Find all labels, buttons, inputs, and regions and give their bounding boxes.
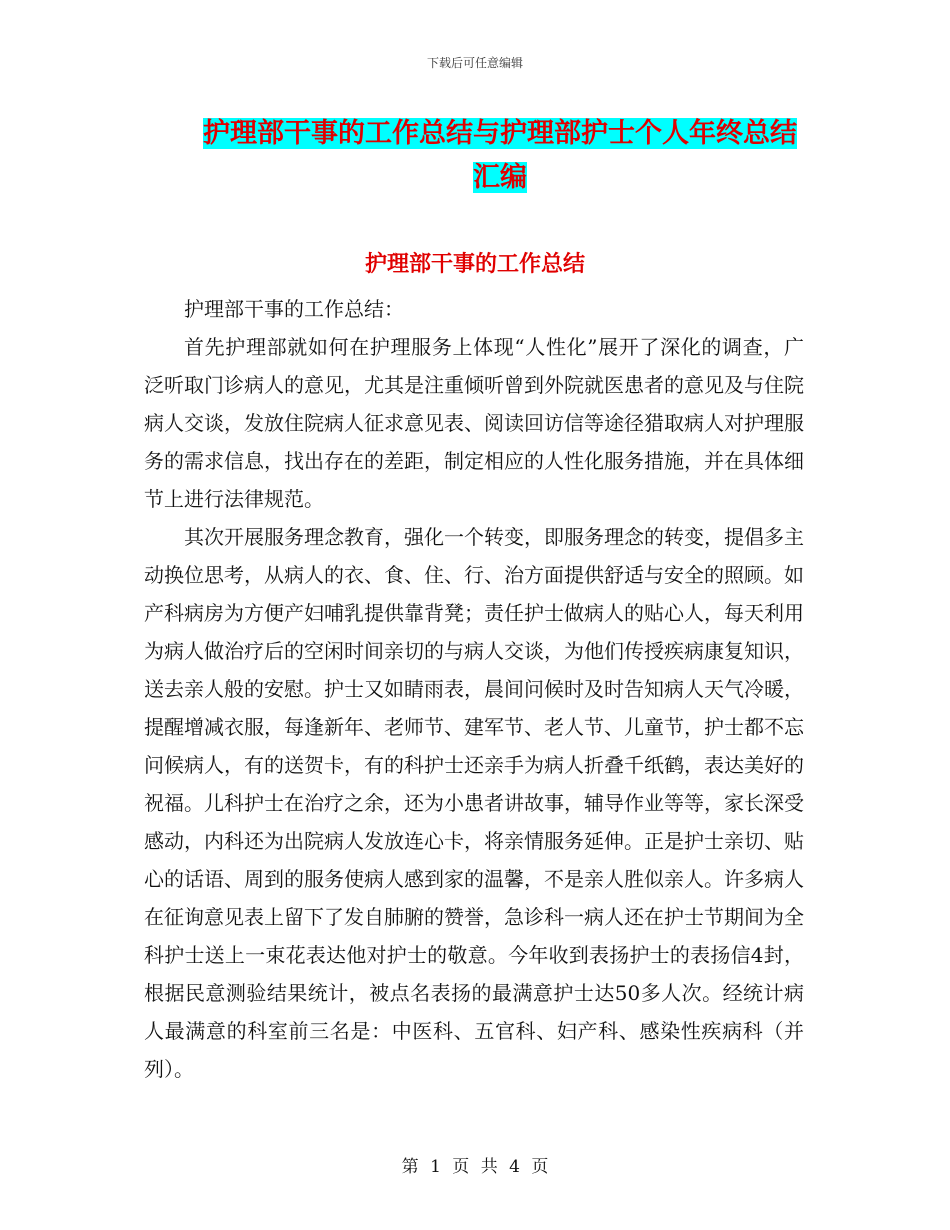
paragraph: 其次开展服务理念教育，强化一个转变，即服务理念的转变，提倡多主动换位思考，从病人的衣、食、住、行、治方面提供舒适与安全的照顾。如产科病房为方便产妇哺乳提供靠背凳；责任护士做病人的贴心人，每天利用为病人做治疗后的空闲时间亲切的与病人交谈，为他们传授疾病康复知识，送去亲人般的安慰。护士又如睛雨表，晨间问候时及时告知病人天气冷暖，提醒增减衣服，每逢新年、老师节、建军节、老人节、儿童节，护士都不忘问候病人，有的送贺卡，有的科护士还亲手为病人折叠千纸鹤，表达美好的祝福。儿科护士在治疗之余，还为小患者讲故事，辅导作业等等，家长深受感动，内科还为出院病人发放连心卡，将亲情服务延伸。正是护士亲切、贴心的话语、周到的服务使病人感到家的温馨，不是亲人胜似亲人。许多病人在征询意见表上留下了发自肺腑的赞誉，急诊科一病人还在护士节期间为全科护士送上一束花表达他对护士的敬意。今年收到表扬护士的表扬信4封，根据民意测验结果统计，被点名表扬的最满意护士达50多人次。经统计病人最满意的科室前三名是：中医科、五官科、妇产科、感染性疾病科（并列）。: [144, 525, 804, 1081]
document-title: [194, 112, 806, 200]
paragraph: 首先护理部就如何在护理服务上体现“人性化”展开了深化的调查，广泛听取门诊病人的意见，尤其是注重倾听曾到外院就医患者的意见及与住院病人交谈，发放住院病人征求意见表、阅读回访信等途径猎取病人对护理服务的需求信息，找出存在的差距，制定相应的人性化服务措施，并在具体细节上进行法律规范。: [144, 335, 804, 511]
page-footer: 第 1 页 共 4 页: [401, 1157, 549, 1177]
document-title-text: 护理部干事的工作总结与护理部护士个人年终总结汇编: [203, 118, 797, 193]
header-note: 下载后可任意编辑: [426, 56, 523, 70]
document-body: [144, 290, 804, 1088]
paragraph: 护理部干事的工作总结：: [184, 297, 404, 321]
section-title: 护理部干事的工作总结: [364, 252, 585, 277]
